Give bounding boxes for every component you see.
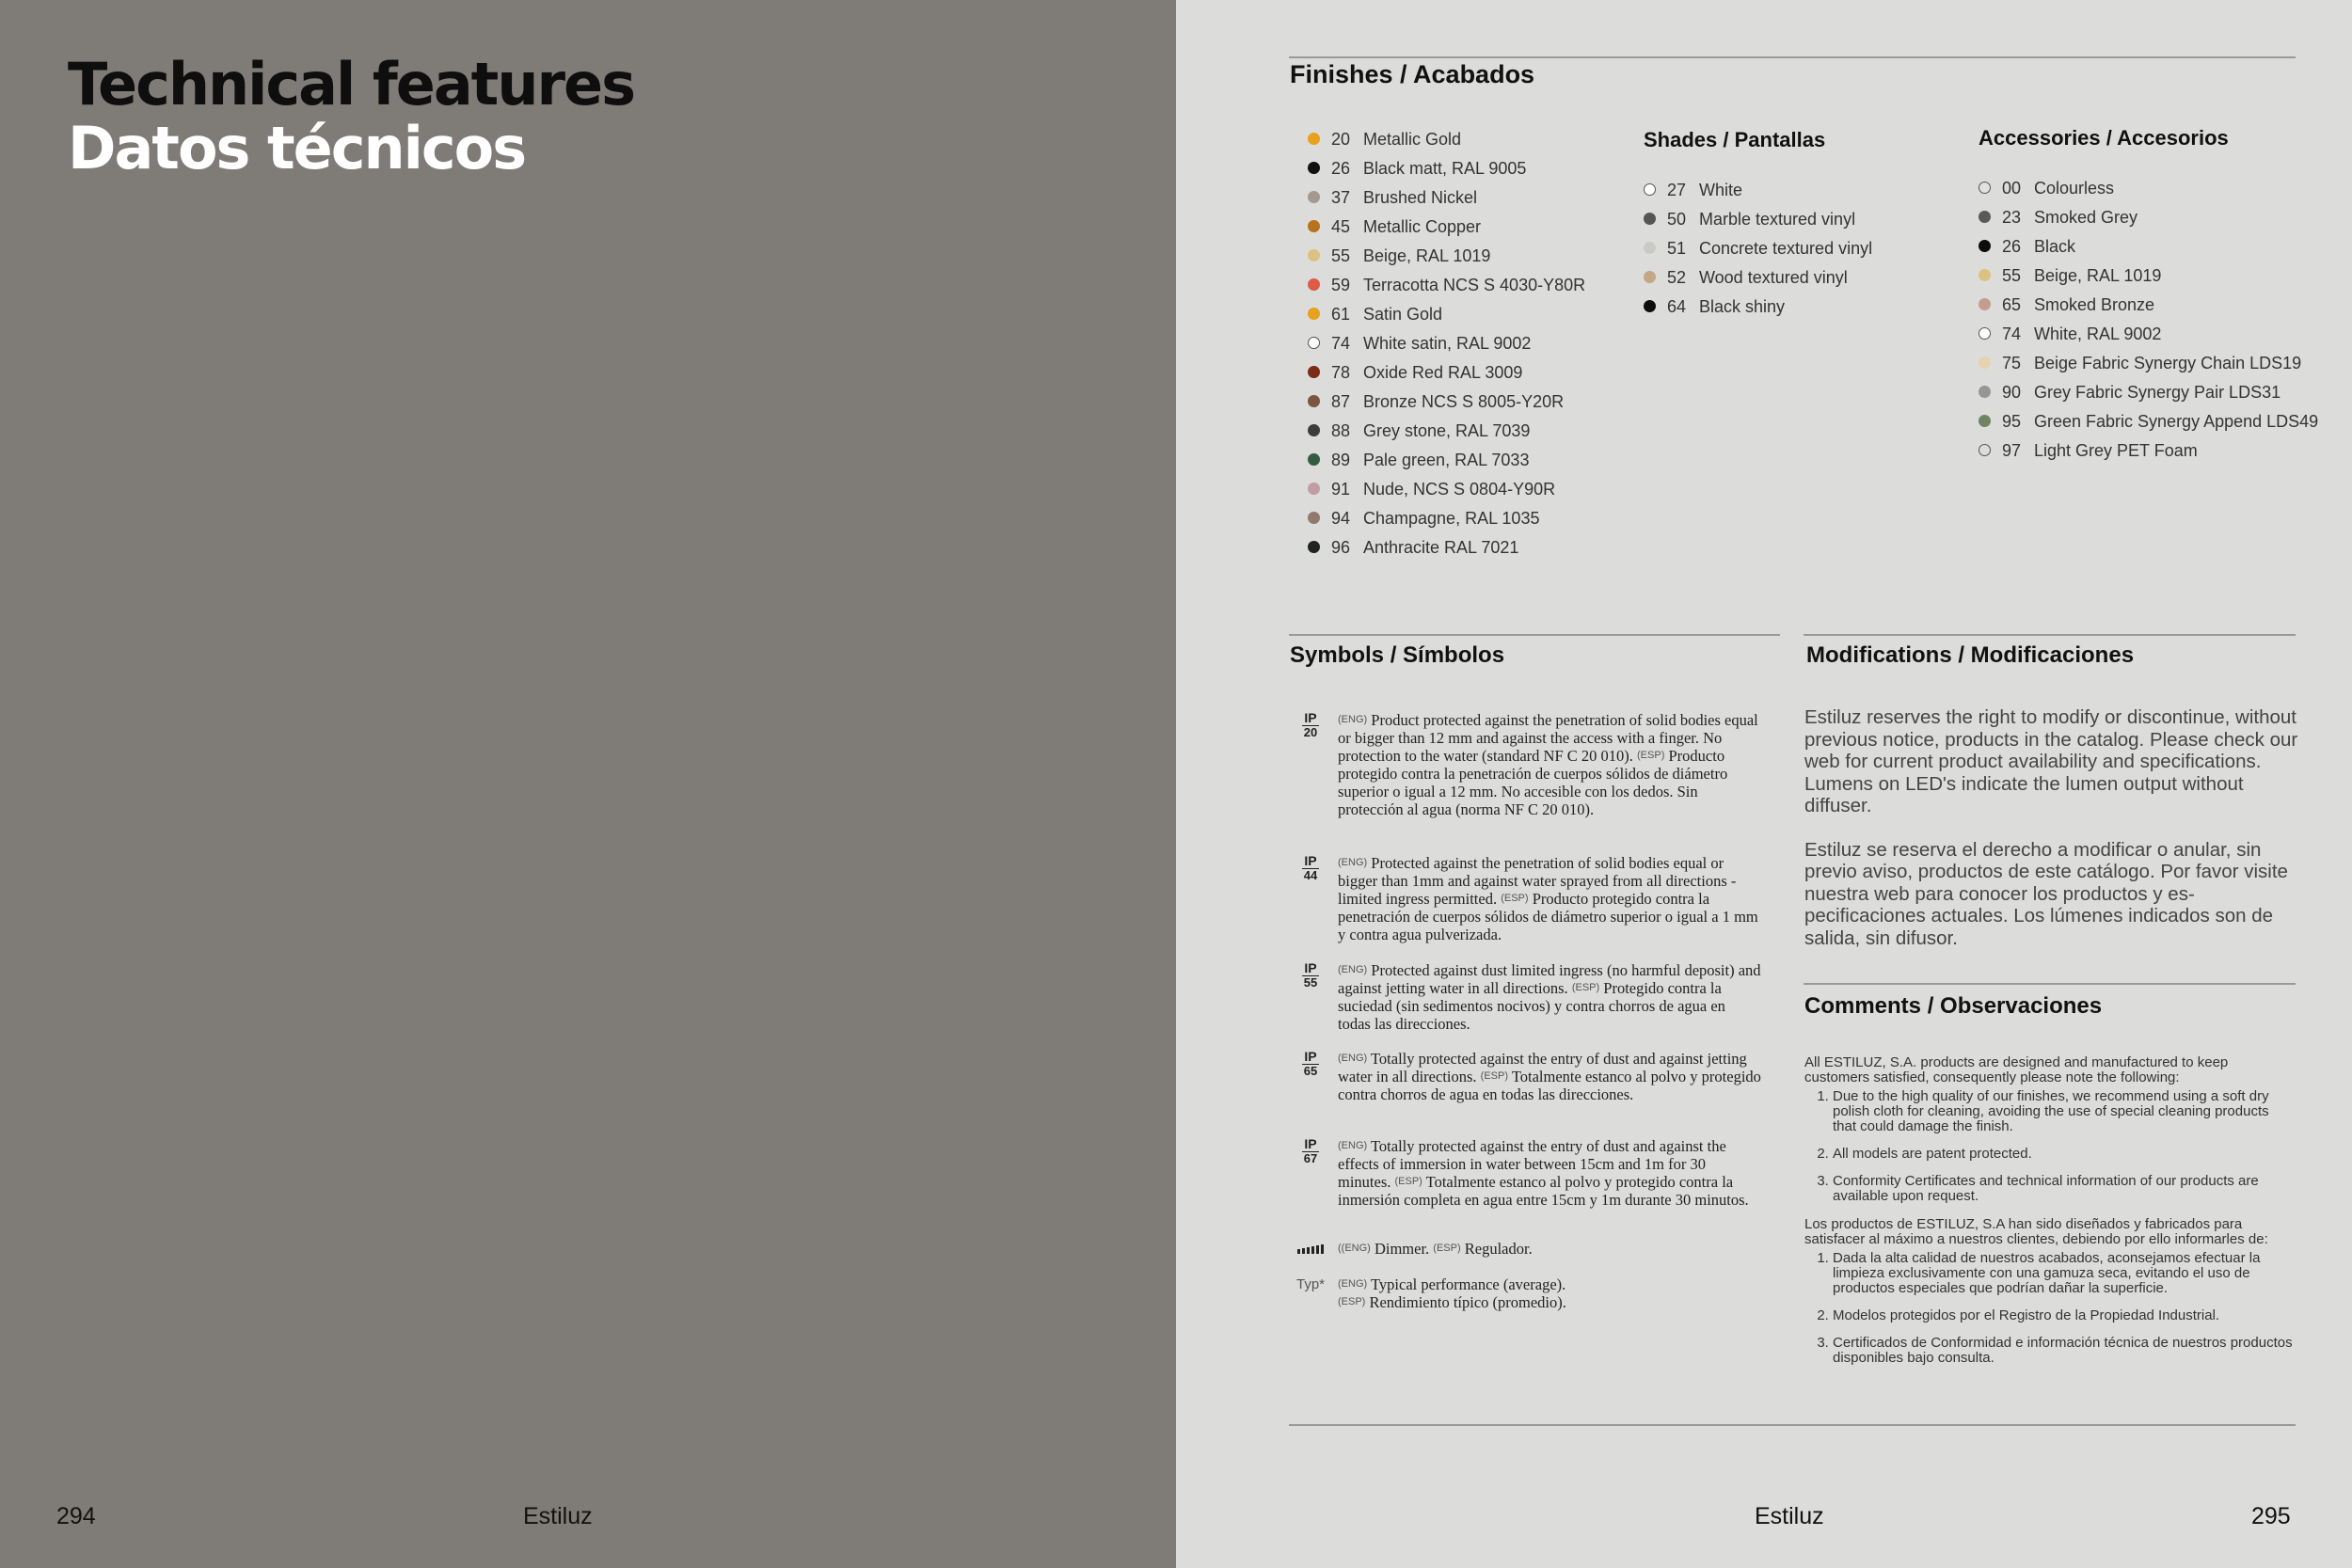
shades-item-27 [1644, 176, 1872, 205]
color-swatch-icon [1308, 512, 1320, 524]
finish-label: Black shiny [1699, 297, 1786, 316]
color-swatch-icon [1644, 183, 1656, 196]
accessories-item-23 [1979, 203, 2318, 232]
accessories-item-26 [1979, 232, 2318, 261]
color-swatch-icon [1308, 308, 1320, 320]
finish-label: Metallic Gold [1363, 130, 1462, 149]
finish-label: Champagne, RAL 1035 [1363, 509, 1540, 528]
finish-code: 89 [1331, 451, 1351, 469]
finish-code: 23 [2002, 208, 2022, 227]
finish-label: Grey stone, RAL 7039 [1363, 421, 1531, 440]
accessories-item-97 [1979, 436, 2318, 466]
comments-intro-spanish: Los productos de ESTILUZ, S.A han sido diseñados y fabricados para satisfacer al máximo a nuestros clientes, debiendo por ello informarles de: [1804, 1216, 2268, 1247]
finishes-item-78 [1308, 358, 1585, 388]
finish-code: 26 [2002, 237, 2022, 256]
ip65-icon: IP 65 [1303, 1049, 1318, 1078]
comments-text [1804, 1055, 2294, 1379]
brand-footer-left: Estiluz [523, 1503, 593, 1529]
finish-code: 51 [1667, 239, 1687, 258]
brand-footer-right: Estiluz [1755, 1503, 1824, 1529]
finish-code: 88 [1331, 421, 1351, 440]
finish-label: Black [2034, 237, 2076, 256]
finishes-item-37 [1308, 183, 1585, 213]
page-number-right: 295 [2251, 1503, 2291, 1529]
divider [1804, 983, 2296, 985]
finish-code: 27 [1667, 181, 1687, 199]
color-swatch-icon [1308, 424, 1320, 436]
finishes-item-59 [1308, 271, 1585, 300]
modifications-spanish: Estiluz se reserva el derecho a modificar o anular, sin previo aviso, productos de este catálogo. Por favor visite nuestra web para conocer los productos y es-pecificaciones actuales. Los lúmenes indicados son de salida, sin difusor. [1804, 838, 2288, 949]
color-swatch-icon [1308, 337, 1320, 349]
finishes-item-55 [1308, 242, 1585, 271]
color-swatch-icon [1308, 453, 1320, 466]
color-swatch-icon [1308, 541, 1320, 553]
accessories-item-00 [1979, 174, 2318, 203]
finish-label: Metallic Copper [1363, 217, 1482, 236]
shades-list [1644, 176, 1872, 322]
finish-label: Light Grey PET Foam [2034, 441, 2198, 460]
accessories-item-95 [1979, 407, 2318, 436]
ip67-icon: IP 67 [1303, 1136, 1318, 1165]
finish-label: Grey Fabric Synergy Pair LDS31 [2034, 383, 2281, 402]
color-swatch-icon [1644, 300, 1656, 312]
dimmer-icon [1296, 1243, 1325, 1256]
color-swatch-icon [1979, 356, 1991, 369]
divider [1289, 1424, 2296, 1426]
finishes-item-87 [1308, 388, 1585, 417]
finish-label: Smoked Bronze [2034, 295, 2155, 314]
typical-icon: Typ* [1296, 1276, 1326, 1292]
page-number-left: 294 [56, 1503, 96, 1529]
color-swatch-icon [1979, 327, 1991, 340]
finishes-item-45 [1308, 213, 1585, 242]
finish-code: 74 [1331, 334, 1351, 353]
finish-label: Brushed Nickel [1363, 188, 1478, 207]
divider [1804, 634, 2296, 636]
finish-label: Black matt, RAL 9005 [1363, 159, 1527, 178]
finish-code: 75 [2002, 354, 2022, 372]
finish-code: 97 [2002, 441, 2022, 460]
finish-code: 87 [1331, 392, 1351, 411]
list-item: 2. All models are patent protected. [1833, 1147, 2294, 1162]
color-swatch-icon [1979, 182, 1991, 194]
finish-label: Terracotta NCS S 4030-Y80R [1363, 276, 1586, 294]
accessories-item-90 [1979, 378, 2318, 407]
finish-code: 20 [1331, 130, 1351, 149]
finish-code: 52 [1667, 268, 1687, 287]
finish-code: 65 [2002, 295, 2022, 314]
comments-heading: Comments / Observaciones [1804, 993, 2103, 1019]
finish-code: 94 [1331, 509, 1351, 528]
finish-code: 61 [1331, 305, 1351, 324]
ip55-icon: IP 55 [1303, 960, 1318, 990]
accessories-item-74 [1979, 320, 2318, 349]
divider [1289, 56, 2296, 58]
accessories-item-75 [1979, 349, 2318, 378]
finishes-item-20 [1308, 125, 1585, 154]
finish-label: Beige Fabric Synergy Chain LDS19 [2034, 354, 2302, 372]
color-swatch-icon [1308, 366, 1320, 378]
finish-code: 00 [2002, 179, 2022, 198]
accessories-list [1979, 174, 2318, 466]
list-item: 3. Certificados de Conformidad e información técnica de nuestros productos disponibles bajo consulta. [1833, 1336, 2294, 1366]
color-swatch-icon [1308, 191, 1320, 203]
finish-code: 95 [2002, 412, 2022, 431]
color-swatch-icon [1979, 269, 1991, 281]
shades-heading: Shades / Pantallas [1644, 128, 1826, 151]
page-title [68, 50, 634, 182]
divider [1289, 634, 1780, 636]
finish-code: 55 [2002, 266, 2022, 285]
finishes-heading: Finishes / Acabados [1290, 60, 1535, 88]
finish-label: Marble textured vinyl [1699, 210, 1856, 229]
finish-label: Green Fabric Synergy Append LDS49 [2034, 412, 2319, 431]
list-item: 3. Conformity Certificates and technical information of our products are available upon request. [1833, 1174, 2294, 1204]
accessories-item-55 [1979, 261, 2318, 291]
finishes-item-61 [1308, 300, 1585, 329]
finish-label: Concrete textured vinyl [1699, 239, 1873, 258]
color-swatch-icon [1308, 220, 1320, 232]
finish-code: 59 [1331, 276, 1351, 294]
finish-label: Oxide Red RAL 3009 [1363, 363, 1523, 382]
finish-label: Nude, NCS S 0804-Y90R [1363, 480, 1556, 499]
list-item: 1. Dada la alta calidad de nuestros acabados, aconsejamos efectuar la limpieza exclusivamente con una gamuza seca, evitando el uso de productos especiales que podrían dañar la superficie. [1833, 1251, 2294, 1296]
modifications-heading: Modifications / Modificaciones [1806, 642, 2135, 668]
shades-item-52 [1644, 263, 1872, 293]
finishes-item-26 [1308, 154, 1585, 183]
finish-code: 50 [1667, 210, 1687, 229]
finish-code: 90 [2002, 383, 2022, 402]
color-swatch-icon [1308, 162, 1320, 174]
finish-code: 45 [1331, 217, 1351, 236]
color-swatch-icon [1979, 211, 1991, 223]
color-swatch-icon [1308, 395, 1320, 407]
comments-list-english [1804, 1089, 2294, 1204]
finish-label: Colourless [2034, 179, 2115, 198]
finish-code: 91 [1331, 480, 1351, 499]
list-item: 2. Modelos protegidos por el Registro de la Propiedad Industrial. [1833, 1308, 2294, 1323]
title-english: Technical features [68, 50, 634, 119]
finish-label: Beige, RAL 1019 [1363, 246, 1491, 265]
finish-label: White [1699, 181, 1743, 199]
finish-code: 96 [1331, 538, 1351, 557]
color-swatch-icon [1308, 278, 1320, 291]
finish-code: 78 [1331, 363, 1351, 382]
accessories-item-65 [1979, 291, 2318, 320]
finishes-item-91 [1308, 475, 1585, 504]
color-swatch-icon [1979, 415, 1991, 427]
color-swatch-icon [1979, 298, 1991, 310]
color-swatch-icon [1644, 213, 1656, 225]
finish-label: Anthracite RAL 7021 [1363, 538, 1519, 557]
finishes-item-94 [1308, 504, 1585, 533]
finish-code: 26 [1331, 159, 1351, 178]
finish-code: 37 [1331, 188, 1351, 207]
finish-label: White, RAL 9002 [2034, 325, 2162, 343]
title-spanish: Datos técnicos [68, 114, 526, 182]
finish-label: Beige, RAL 1019 [2034, 266, 2162, 285]
color-swatch-icon [1644, 271, 1656, 283]
color-swatch-icon [1308, 249, 1320, 261]
finishes-item-74 [1308, 329, 1585, 358]
finish-label: Pale green, RAL 7033 [1363, 451, 1530, 469]
comments-list-spanish [1804, 1251, 2294, 1366]
finish-code: 64 [1667, 297, 1687, 316]
list-item: 1. Due to the high quality of our finishes, we recommend using a soft dry polish cloth for cleaning, avoiding the use of special cleaning products that could damage the finish. [1833, 1089, 2294, 1134]
ip44-icon: IP 44 [1303, 853, 1318, 882]
color-swatch-icon [1979, 444, 1991, 456]
color-swatch-icon [1979, 386, 1991, 398]
finishes-item-96 [1308, 533, 1585, 562]
color-swatch-icon [1644, 242, 1656, 254]
finish-code: 74 [2002, 325, 2022, 343]
ip20-icon: IP 20 [1303, 710, 1318, 739]
finish-label: White satin, RAL 9002 [1363, 334, 1532, 353]
shades-item-50 [1644, 205, 1872, 234]
modifications-text [1804, 706, 2298, 971]
color-swatch-icon [1979, 240, 1991, 252]
symbols-heading: Symbols / Símbolos [1290, 642, 1505, 668]
accessories-heading: Accessories / Accesorios [1979, 126, 2229, 150]
color-swatch-icon [1308, 483, 1320, 495]
shades-item-51 [1644, 234, 1872, 263]
finish-label: Satin Gold [1363, 305, 1443, 324]
finishes-item-89 [1308, 446, 1585, 475]
shades-item-64 [1644, 293, 1872, 322]
finishes-list [1308, 125, 1585, 562]
modifications-english: Estiluz reserves the right to modify or discontinue, without previous notice, products in the catalog. Please check our web for current product availability and specifications. Lumens on LED's indicate the lumen output without diffuser. [1804, 706, 2298, 816]
finishes-item-88 [1308, 417, 1585, 446]
finish-code: 55 [1331, 246, 1351, 265]
color-swatch-icon [1308, 133, 1320, 145]
finish-label: Wood textured vinyl [1699, 268, 1848, 287]
finish-label: Bronze NCS S 8005-Y20R [1363, 392, 1565, 411]
finish-label: Smoked Grey [2034, 208, 2138, 227]
comments-intro-english: All ESTILUZ, S.A. products are designed and manufactured to keep customers satisfied, consequently please note the following: [1804, 1054, 2229, 1085]
